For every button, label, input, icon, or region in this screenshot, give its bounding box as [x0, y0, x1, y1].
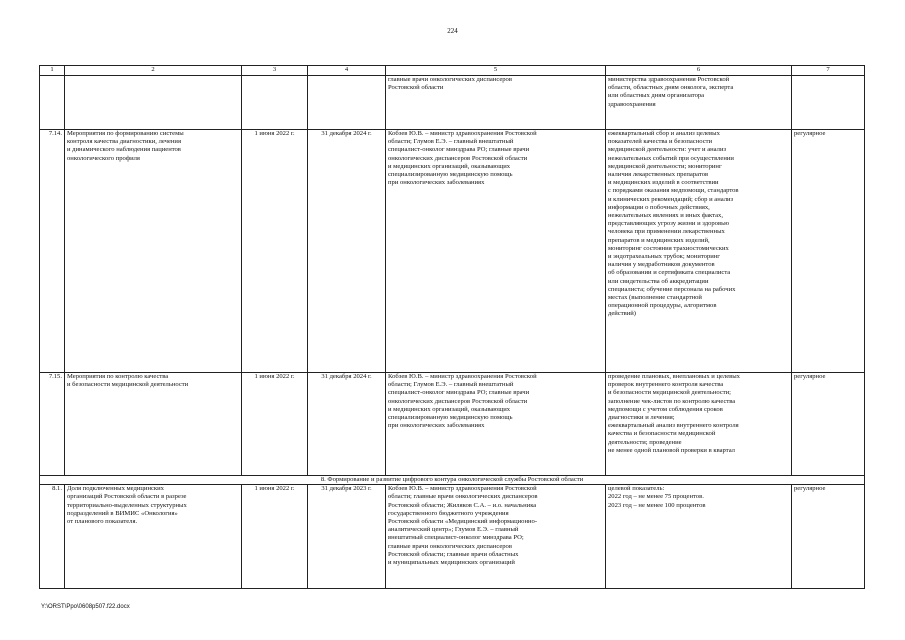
activity-name: Мероприятия по формированию системы контроля качества диагностики, лечения и динамического наблюдения пациентов онкологического профиля	[65, 130, 242, 373]
end-date: 31 декабря 2024 г.	[308, 373, 386, 476]
activity-name: Доля подключенных медицинских организаций Ростовской области в разрезе территориально-выделенных структурных подразделений в ВИМИС «Онкология» от планового показателя.	[65, 485, 242, 589]
result-cell: министерства здравоохранения Ростовской области, областных дням онколога, эксперта или областных дням организатора здравоохранения	[606, 76, 792, 130]
result-cell: целевой показатель: 2022 год – не менее 75 процентов. 2023 год – не менее 100 процентов	[606, 485, 792, 589]
header-col-3: 3	[242, 66, 308, 76]
end-date: 31 декабря 2023 г.	[308, 485, 386, 589]
row-number: 7.14.	[40, 130, 65, 373]
header-col-5: 5	[386, 66, 606, 76]
plan-table	[39, 65, 865, 589]
frequency-cell: регулярное	[792, 130, 865, 373]
cell-empty	[792, 76, 865, 130]
page-number: 224	[447, 27, 458, 35]
table-row-7-14	[40, 130, 865, 373]
header-col-6: 6	[606, 66, 792, 76]
cell-empty	[40, 76, 65, 130]
responsible-cell: Кобзев Ю.В. – министр здравоохранения Ростовской области; главные врачи онкологических диспансеров Ростовской области; Жиляков С.А. – и.о. начальника государственного бюджетного учреждения Ростовской области «Медицинский информационно- аналитический центр»; Глумов Е.Э. – главный внештатный специалист-онколог минздрава РО; главные врачи онкологических диспансеров Ростовской области; главные врачи областных и муниципальных медицинских организаций	[386, 485, 606, 589]
responsible-cell: главные врачи онкологических диспансеров Ростовской области	[386, 76, 606, 130]
result-cell: проведение плановых, внеплановых и целевых проверок внутреннего контроля качества и безопасности медицинской деятельности; заполнение чек-листов по контролю качества медпомощи с учетом соблюдения сроков диагностики и лечения; ежеквартальный анализ внутреннего контроля качества и безопасности медицинской деятельности; проведение не менее одной плановой проверки в квартал	[606, 373, 792, 476]
header-col-4: 4	[308, 66, 386, 76]
header-col-7: 7	[792, 66, 865, 76]
end-date: 31 декабря 2024 г.	[308, 130, 386, 373]
header-col-2: 2	[65, 66, 242, 76]
section-heading: 8. Формирование и развитие цифрового контура онкологической службы Ростовской области	[40, 476, 865, 485]
start-date: 1 июня 2022 г.	[242, 485, 308, 589]
responsible-cell: Кобзев Ю.В. – министр здравоохранения Ростовской области; Глумов Е.Э. – главный внештатный специалист-онколог минздрава РО; главные врачи онкологических диспансеров Ростовской области и медицинских организаций, оказывающих специализированную медицинскую помощь при онкологических заболеваниях	[386, 373, 606, 476]
table-row-continued	[40, 76, 865, 130]
cell-empty	[308, 76, 386, 130]
header-col-1: 1	[40, 66, 65, 76]
result-cell: ежеквартальный сбор и анализ целевых показателей качества и безопасности медицинской деятельности: учет и анализ нежелательных событий при осуществлении медицинской деятельности; мониторинг наличия лекарственных препаратов и медицинских изделий в соответствии с порядками оказания медпомощи, стандартов и клинических рекомендаций; сбор и анализ информации о побочных действиях, нежелательных явлениях и иных фактах, представляющих угрозу жизни и здоровью человека при применении лекарственных препаратов и медицинских изделий, мониторинг состояния трахиостомических и эндотрахеальных трубок; мониторинг наличия у медработников документов об образовании и сертификата специалиста или свидетельства об аккредитации специалиста; обучение персонала на рабочих местах (выполнение стандартной операционной процедуры, алгоритмов действий)	[606, 130, 792, 373]
header-row	[40, 66, 865, 76]
frequency-cell: регулярное	[792, 485, 865, 589]
cell-empty	[65, 76, 242, 130]
start-date: 1 июня 2022 г.	[242, 130, 308, 373]
table-row-8-1	[40, 485, 865, 589]
row-number: 8.1.	[40, 485, 65, 589]
activity-name: Мероприятия по контролю качества и безопасности медицинской деятельности	[65, 373, 242, 476]
frequency-cell: регулярное	[792, 373, 865, 476]
cell-empty	[242, 76, 308, 130]
table-row-7-15	[40, 373, 865, 476]
responsible-cell: Кобзев Ю.В. – министр здравоохранения Ростовской области; Глумов Е.Э. – главный внештатный специалист-онколог минздрава РО; главные врачи онкологических диспансеров Ростовской области и медицинских организаций, оказывающих специализированную медицинскую помощь при онкологических заболеваниях	[386, 130, 606, 373]
start-date: 1 июня 2022 г.	[242, 373, 308, 476]
row-number: 7.15.	[40, 373, 65, 476]
file-path-footer: Y:\ORST\Ppo\0608p507.f22.docx	[41, 604, 130, 610]
section-row	[40, 476, 865, 485]
